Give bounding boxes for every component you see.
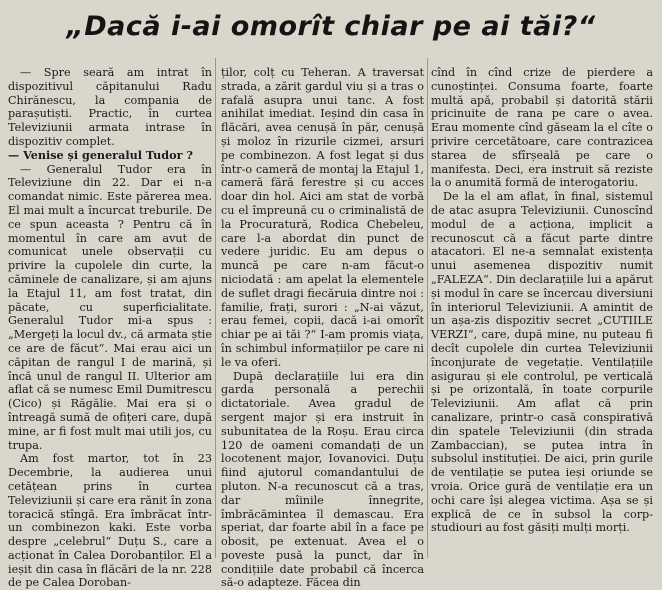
paragraph: ților, colț cu Teheran. A traversat strada, a zărit gardul viu și a tras o rafală asupra unui tanc. A fost anihilat imediat. Ieșind din casa în flăcări, avea cenușă în păr, cenușă și moloz în rizurile cizmei, arsuri pe combinezon. A fost legat și dus într-o cameră de montaj la Etajul 1, cameră fără ferestre și cu acces doar din hol. Aici am stat de vorbă cu el împreună cu o criminalistă de la Procuratură, Rodica Chebeleu, care l-a abordat din punct de vedere juridic. Eu am depus o muncă pe care n-am făcut-o niciodată : am apelat la elementele de suflet dragi fiecăruia dintre noi : familie, frați, surori : „N-ai văzut, erau femei, copii, dacă i-ai omorît chiar pe ai tăi ?“ I-am promis viața, în schimbul informațiilor pe care ni le va oferi. <box>221 66 424 369</box>
paragraph: — Spre seară am intrat în dispozitivul căpitanului Radu Chirănescu, la compania de parașutiști. Practic, în curtea Televiziunii armata intrase în dispozitiv complet. <box>8 66 212 148</box>
paragraph: Am fost martor, tot în 23 Decembrie, la audierea unui cetățean prins în curtea Televiziunii și care era rănit în zona toracică stîngă. Era îmbrăcat într-un combinezon kaki. Este vorba despre „celebrul“ Duțu S., care a acționat în Calea Dorobanților. El a ieșit din casa în flăcări de la nr. 228 de pe Calea Doroban- <box>8 452 212 590</box>
paragraph: cînd în cînd crize de pierdere a cunoștinței. Consuma foarte, foarte multă apă, probabil și datorită stării pricinuite de rana pe care o avea. Erau momente cînd găseam la el cîte o privire cercetătoare, care contrazicea starea de sfîrșeală pe care o manifesta. Deci, era instruit să reziste la o anumită formă de interogatoriu. <box>431 66 653 190</box>
paragraph: — Generalul Tudor era în Televiziune din 22. Dar ei n-a comandat nimic. Este părerea mea. El mai mult a încurcat treburile. De ce spun aceasta ? Pentru că în momentul în care am avut de comunicat unele observații cu privire la cupolele din curte, la căminele de canalizare, și am ajuns la Etajul 11, am fost tratat, din păcate, cu superficialitate. Generalul Tudor mi-a spus : „Mergeți la locul dv., că armata știe ce are de făcut“. Mai erau aici un căpitan de rangul I de marină, și încă unul de rangul II. Ulterior am aflat că se numesc Emil Dumitrescu (Cico) și Răgălie. Mai era și o întreagă sumă de ofițeri care, după mine, ar fi fost mult mai utili jos, cu trupa. <box>8 162 212 452</box>
paragraph: De la el am aflat, în final, sistemul de atac asupra Televiziunii. Cunoscînd modul de a acționa, implicit a recunoscut că a făcut parte dintre atacatori. El ne-a semnalat existența unui asemenea dispozitiv numit „FALEZA“. Din declarațiile lui a apărut și modul în care se încercau diversiuni în interiorul Televiziunii. A amintit de un așa-zis dispozitiv secret „CUTIILE VERZI“, care, după mine, nu puteau fi decît cupolele din curtea Televiziunii înconjurate de vegetație. Ventilațiile asigurau și ele controlul, pe verticală și pe orizontală, în toate corpurile Televiziunii. Am aflat că prin canalizare, printr-o casă conspirativă din spatele Televiziunii (din strada Zambaccian), se putea intra în subsolul instituției. De aici, prin gurile de ventilație se putea ieși oriunde se vroia. Orice gură de ventilație era un ochi care își alegea victima. Așa se și explică de ce în subsol la corp-studiouri au fost găsiți mulți morți. <box>431 190 653 535</box>
article-column-1 <box>8 66 212 590</box>
article-column-3 <box>431 66 653 558</box>
column-divider <box>427 58 428 558</box>
column-divider <box>215 58 216 558</box>
article-column-2 <box>221 66 424 590</box>
paragraph: După declarațiile lui era din garda personală a perechii dictatoriale. Avea gradul de sergent major și era instruit în subunitatea de la Roșu. Erau circa 120 de oameni comandați de un locotenent major, Iovanovici. Duțu fiind ajutorul comandantului de pluton. N-a recunoscut că a tras, dar mîinile înnegrite, îmbrăcămintea îl demascau. Era speriat, dar foarte abil în a face pe obosit, pe extenuat. Avea el o poveste pusă la punct, dar în condițiile date probabil că încerca să-o adapteze. Făcea din <box>221 369 424 590</box>
article-headline: „Dacă i-ai omorît chiar pe ai tăi?“ <box>66 11 596 42</box>
interview-question: — Venise și generalul Tudor ? <box>8 147 193 162</box>
